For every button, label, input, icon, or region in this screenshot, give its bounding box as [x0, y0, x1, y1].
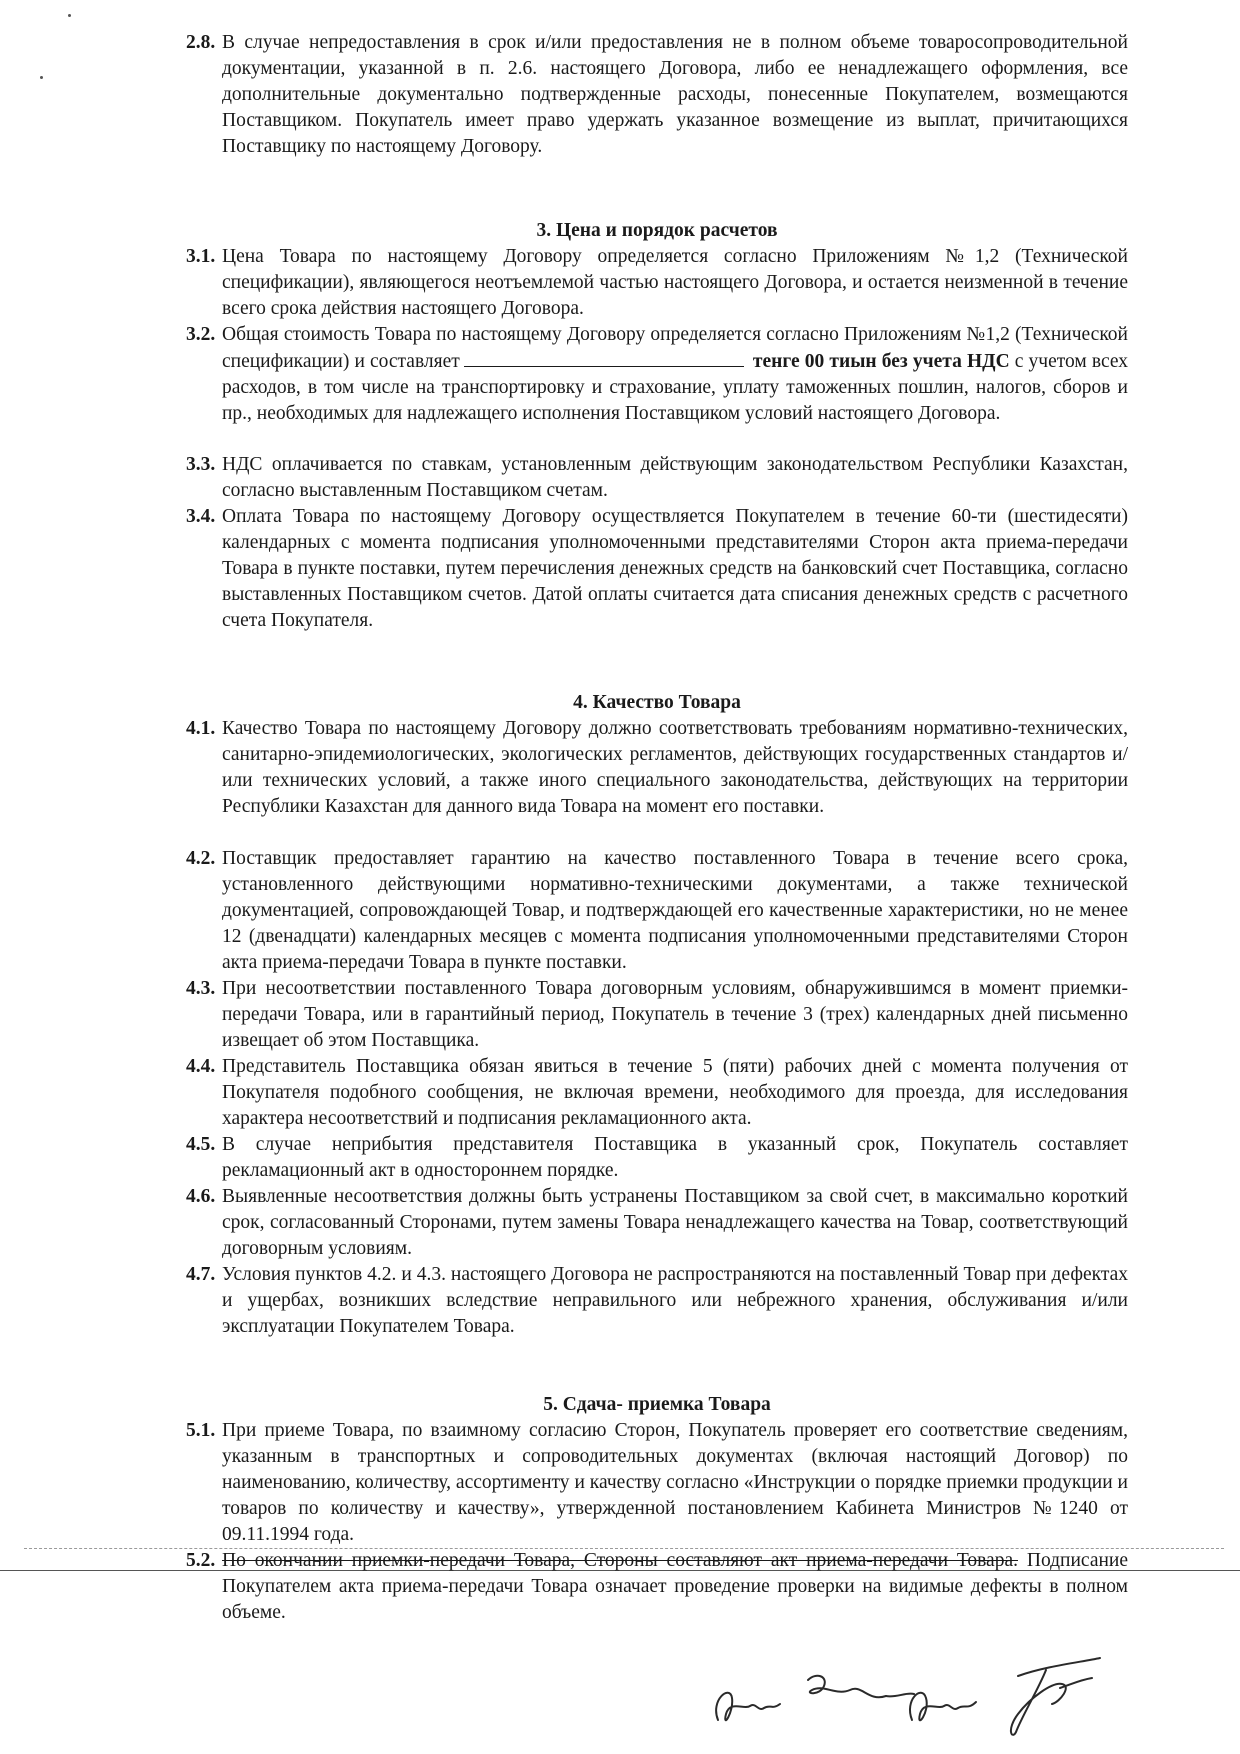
- clause-4-1: [186, 716, 1128, 820]
- clause-3-2: [186, 322, 1128, 427]
- amount-currency-text: тенге 00 тиын без учета НДС: [752, 351, 1010, 372]
- clause-4-5: [186, 1132, 1128, 1184]
- clause-3-4: [186, 504, 1128, 634]
- clause-text: При приеме Товара, по взаимному согласию Сторон, Покупатель проверяет его соответствие сведениям, указанным в транспортных и сопроводительных документах (включая настоящий Договор) по наименованию, количеству, ассортименту и качеству согласно «Инструкции о порядке приемки продукции и товаров по количеству и качеству», утвержденной постановлением Кабинета Министров №1240 от 09.11.1994 года.: [222, 1420, 1128, 1545]
- clause-5-1: [186, 1418, 1128, 1548]
- section-5-title: 5. Сдача- приемка Товара: [543, 1394, 771, 1415]
- clause-number: 5.2.: [186, 1550, 216, 1571]
- clause-number: 3.4.: [186, 506, 216, 527]
- clause-number: 4.1.: [186, 718, 216, 739]
- struck-text: По окончании приемки-передачи Товара, Стороны составляют акт приема-передачи Товара.: [222, 1550, 1018, 1571]
- clause-text: Условия пунктов 4.2. и 4.3. настоящего Договора не распространяются на поставленный Товар при дефектах и ущербах, возникших вследствие неправильного или небрежного хранения, обслуживания и/или эксплуатации Покупателем Товара.: [222, 1264, 1128, 1337]
- clause-3-3: [186, 452, 1128, 504]
- clause-number: 4.2.: [186, 848, 216, 869]
- clause-2-8: [186, 30, 1128, 160]
- signature-mark: [886, 1694, 914, 1697]
- section-3-title: 3. Цена и порядок расчетов: [536, 220, 778, 241]
- clause-number: 4.5.: [186, 1134, 216, 1155]
- clause-text: Качество Товара по настоящему Договору должно соответствовать требованиям нормативно-технических, санитарно-эпидемиологических, экологических регламентов, действующих государственных стандартов и/или технических условий, а также иного специального законодательства, действующих на территории Республики Казахстан для данного вида Товара на момент его поставки.: [222, 718, 1128, 817]
- clause-text: [222, 1548, 1128, 1626]
- clause-text: Цена Товара по настоящему Договору определяется согласно Приложениям №1,2 (Технической спецификации), являющегося неотъемлемой частью настоящего Договора, и остается неизменной в течение всего срока действия настоящего Договора.: [222, 246, 1128, 319]
- clause-text: Выявленные несоответствия должны быть устранены Поставщиком за свой счет, в максимально короткий срок, согласованный Сторонами, путем замены Товара ненадлежащего качества на Товар, соответствующий договорным условиям.: [222, 1186, 1128, 1259]
- clause-4-7: [186, 1262, 1128, 1340]
- clause-text: Представитель Поставщика обязан явиться в течение 5 (пяти) рабочих дней с момента получения от Покупателя подобного сообщения, не включая времени, необходимого для проезда, для исследования характера несоответствий и подписания рекламационного акта.: [222, 1056, 1128, 1129]
- clause-number: 4.3.: [186, 978, 216, 999]
- clause-number: 3.3.: [186, 454, 216, 475]
- clause-text: В случае непредоставления в срок и/или предоставления не в полном объеме товаросопроводительной документации, указанной в п. 2.6. настоящего Договора, либо ее ненадлежащего оформления, все дополнительные документально подтвержденные расходы, понесенные Покупателем, возмещаются Поставщиком. Покупатель имеет право удержать указанное возмещение из выплат, причитающихся Поставщику по настоящему Договору.: [222, 32, 1128, 157]
- clause-text: При несоответствии поставленного Товара договорным условиям, обнаружившимся в момент приемки-передачи Товара, или в гарантийный период, Покупатель в течение 3 (трех) календарных дней письменно извещает об этом Поставщика.: [222, 978, 1128, 1051]
- clause-number: 4.4.: [186, 1056, 216, 1077]
- signature-mark: [716, 1693, 780, 1721]
- clause-number: 2.8.: [186, 32, 216, 53]
- clause-number: 4.6.: [186, 1186, 216, 1207]
- clause-5-2: [186, 1548, 1128, 1626]
- scan-speck: [68, 14, 71, 17]
- clause-text-part: Подписание Покупателем акта приема-передачи Товара означает проведение проверки на видимые дефекты в полном объеме.: [222, 1550, 1128, 1623]
- signatures-image: [700, 1640, 1220, 1740]
- clause-text-part: с учетом всех расходов, в том числе на транспортировку и страхование, уплату таможенных пошлин, налогов, сборов и пр., необходимых для надлежащего исполнения Поставщиком условий настоящего Договора.: [222, 351, 1129, 424]
- clause-3-1: [186, 244, 1128, 322]
- clause-text: [222, 322, 1128, 427]
- clause-text: Поставщик предоставляет гарантию на качество поставленного Товара в течение всего срока, установленного действующими нормативно-техническими документами, а также технической документацией, сопровождающей Товар, и подтверждающей его качественные характеристики, но не менее 12 (двенадцати) календарных месяцев с момента подписания уполномоченными представителями Сторон акта приема-передачи Товара в пункте поставки.: [222, 848, 1128, 973]
- signature-mark: [808, 1676, 886, 1697]
- clause-number: 3.2.: [186, 324, 216, 345]
- clause-4-6: [186, 1184, 1128, 1262]
- clause-text-part: Общая стоимость Товара по настоящему Договору определяется согласно Приложениям №1,2 (Технической спецификации) и составляет: [222, 324, 1128, 372]
- amount-blank-line: [464, 348, 744, 367]
- signature-mark: [910, 1693, 976, 1721]
- clause-number: 3.1.: [186, 246, 216, 267]
- clause-text: НДС оплачивается по ставкам, установленным действующим законодательством Республики Казахстан, согласно выставленным Поставщиком счетам.: [222, 454, 1128, 501]
- scan-speck: [40, 76, 43, 79]
- clause-text: В случае неприбытия представителя Поставщика в указанный срок, Покупатель составляет рекламационный акт в одностороннем порядке.: [222, 1134, 1128, 1181]
- clause-number: 5.1.: [186, 1420, 216, 1441]
- signature-mark: [1011, 1658, 1100, 1735]
- clause-4-4: [186, 1054, 1128, 1132]
- clause-text: Оплата Товара по настоящему Договору осуществляется Покупателем в течение 60-ти (шестидесяти) календарных с момента подписания уполномоченными представителями Сторон акта приема-передачи Товара в пункте поставки, путем перечисления денежных средств на банковский счет Поставщика, согласно выставленных Поставщиком счетов. Датой оплаты считается дата списания денежных средств с расчетного счета Покупателя.: [222, 506, 1128, 631]
- clause-4-3: [186, 976, 1128, 1054]
- section-4-title: 4. Качество Товара: [573, 692, 741, 713]
- clause-number: 4.7.: [186, 1264, 216, 1285]
- clause-4-2: [186, 846, 1128, 976]
